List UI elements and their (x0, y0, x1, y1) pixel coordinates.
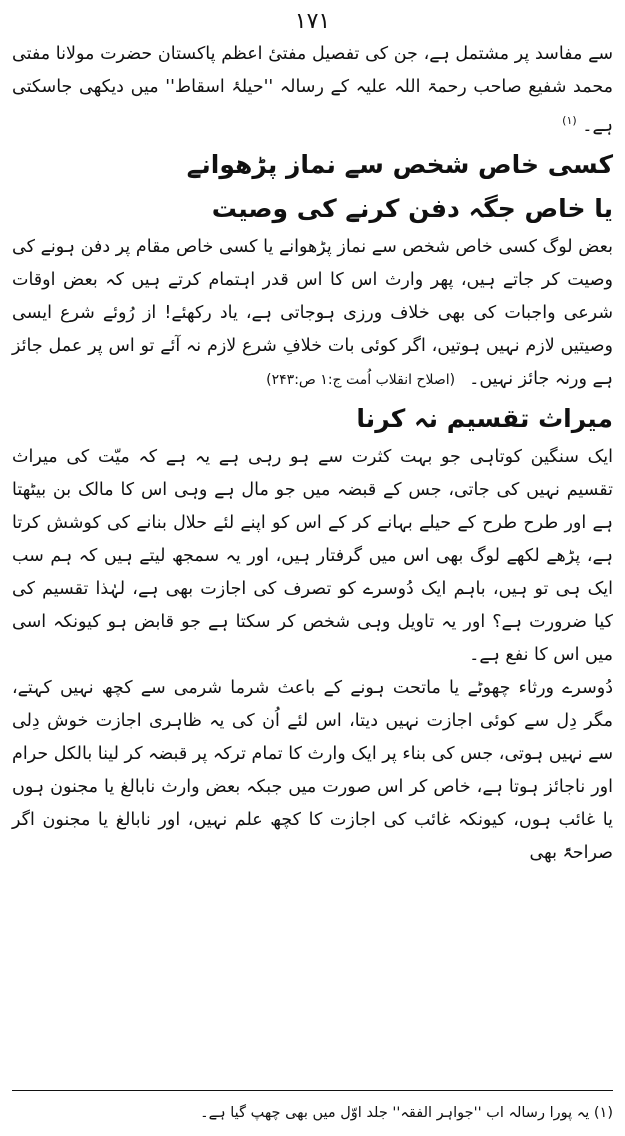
heading-inheritance: میراث تقسیم نہ کرنا (356, 403, 613, 433)
page-number: ۱۷۱ (294, 9, 331, 34)
will-text: بعض لوگ کسی خاص شخص سے نماز پڑھوانے یا کسی خاص مقام پر دفن ہونے کی وصیت کر جاتے ہیں، پھر وارث اس کا اس قدر اہتمام کرتے ہیں کہ بعض اوقات شرعی واجبات کی بھی خلاف ورزی ہوجاتی ہے، یاد رکھئے! از رُوئے شرع ایسی وصیتیں لازم نہیں ہوتیں، اگر کوئی بات خلافِ شرع لازم نہ آئے تو اس پر عمل جائز ہے ورنہ جائز نہیں۔ (12, 236, 613, 389)
footnote-marker: (۱) (562, 114, 577, 127)
intro-paragraph (12, 38, 613, 143)
footnote: (۱) یہ پورا رسالہ اب ''جواہر الفقہ'' جلد اوّل میں بھی چھپ گیا ہے۔ (200, 1105, 613, 1121)
footnote-divider (12, 1090, 613, 1091)
intro-text: سے مفاسد پر مشتمل ہے، جن کی تفصیل مفتیٔ اعظم پاکستان حضرت مولانا مفتی محمد شفیع صاحب رحمۃ اللہ علیہ کے رسالہ ''حیلۂ اسقاط'' میں دیکھی جاسکتی ہے۔ (12, 44, 613, 136)
inheritance-paragraph-1: ایک سنگین کوتاہی جو بہت کثرت سے ہو رہی ہے یہ ہے کہ میّت کی میراث تقسیم نہیں کی جاتی، جس کے قبضہ میں جو مال ہے وہی اس کا مالک بن بیٹھتا ہے اور طرح طرح کے حیلے بہانے کر کے اس کو اپنے لئے حلال بنانے کی کوشش کرتا ہے، پڑھے لکھے لوگ بھی اس میں گرفتار ہیں، اور یہ سمجھ لیتے ہیں کہ ہم سب ایک ہی تو ہیں، باہم ایک دُوسرے کو تصرف کی اجازت بھی ہے، لہٰذا تقسیم کی کیا ضرورت ہے؟ اور یہ تاویل وہی شخص کر سکتا ہے جو قابض ہو کیونکہ اسی میں اس کا نفع ہے۔ (12, 446, 613, 665)
heading-will-line-2: یا خاص جگہ دفن کرنے کی وصیت (211, 193, 613, 223)
will-paragraph (12, 231, 613, 397)
heading-will-line-1: کسی خاص شخص سے نماز پڑھوانے (186, 149, 613, 179)
source-reference: (اصلاح انقلاب اُمت ج:۱ ص:۲۴۳) (266, 371, 456, 388)
inheritance-paragraph-2: دُوسرے ورثاء چھوٹے یا ماتحت ہونے کے باعث شرما شرمی سے کچھ نہیں کہتے، مگر دِل سے کوئی اجازت نہیں دیتا، اس لئے اُن کی یہ ظاہری اجازت خوش دِلی سے نہیں ہوتی، جس کی بناء پر ایک وارث کا تمام ترکہ پر قبضہ کر لینا بالکل حرام اور ناجائز ہوتا ہے، خاص کر اس صورت میں جبکہ بعض وارث نابالغ یا مجنون ہوں یا غائب ہوں، کیونکہ غائب کی اجازت کا کچھ علم نہیں، اور نابالغ یا مجنون اگر صراحۃً بھی (12, 677, 613, 863)
